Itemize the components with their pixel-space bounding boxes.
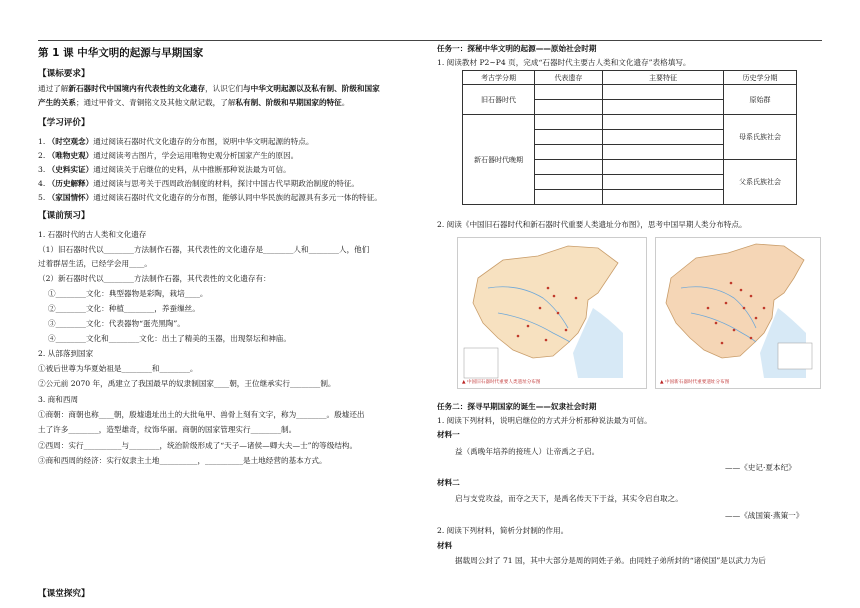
table-row — [463, 115, 797, 130]
table-cell — [602, 175, 723, 190]
table-row — [463, 85, 797, 100]
paleolithic-map — [457, 237, 647, 389]
china-map-graphic — [656, 238, 820, 388]
evaluation-item: 1. （时空观念）通过阅读石器时代文化遗存的分布图，说明中华文明起源的特点。 — [38, 137, 314, 146]
table-cell — [602, 100, 723, 115]
map2-caption: ▲ 中国新石器时代重要遗址分布图 — [660, 380, 730, 385]
standards-heading: 【课标要求】 — [38, 69, 90, 79]
evaluation-item: 2. （唯物史观）通过阅读考古图片，学会运用唯物史观分析国家产生的原因。 — [38, 151, 299, 160]
table-header-row — [463, 71, 797, 85]
table-header: 考古学分期 — [463, 71, 535, 85]
relics-table — [462, 70, 797, 205]
neolithic-map — [655, 237, 821, 389]
table-cell — [534, 130, 602, 145]
preview-line: 土了许多________，造型雄奇，纹饰华丽。商朝的国家管理实行________制。 — [38, 425, 297, 434]
material-1-text: 益（禹晚年培养的接班人）让帝禹之子启。 — [455, 447, 600, 456]
preview-line: 3. 商和西周 — [38, 395, 79, 404]
task2-title: 任务二：探寻早期国家的诞生——奴隶社会时期 — [437, 402, 597, 411]
map1-caption: ▲ 中国旧石器时代重要人类遗址分布图 — [462, 380, 541, 385]
lesson-title: 第 1 课 中华文明的起源与早期国家 — [38, 47, 204, 59]
task2-question-1: 1. 阅读下列材料，说明启继位的方式并分析那种说法最为可信。 — [437, 416, 652, 425]
table-header: 代表遗存 — [534, 71, 602, 85]
table-cell-hist: 父系氏族社会 — [724, 160, 797, 205]
preview-line: （2）新石器时代以________方法制作石器，其代表性的文化遗存有： — [38, 274, 271, 283]
preview-line: ①________文化：典型器物是彩陶，栽培____。 — [48, 289, 208, 298]
task2-question-2: 2. 阅读下列材料，简析分封制的作用。 — [437, 526, 569, 535]
table-cell-hist: 原始群 — [724, 85, 797, 115]
preview-line: ②公元前 2070 年，禹建立了我国最早的奴隶制国家____朝，王位继承实行________制。 — [38, 379, 336, 388]
table-header: 历史学分期 — [724, 71, 797, 85]
task1-title: 任务一：探秘中华文明的起源——原始社会时期 — [437, 44, 597, 53]
preview-line: ④________文化和________文化：出土了精美的玉器，出现祭坛和神庙。 — [48, 334, 291, 343]
standards-line-2: 产生的关系；通过甲骨文、青铜铭文及其他文献记载，了解私有制、阶级和早期国家的特征。 — [38, 98, 350, 107]
table-cell — [602, 145, 723, 160]
preview-line: （1）旧石器时代以________方法制作石器，其代表性的文化遗存是________人和________人，他们 — [38, 245, 370, 254]
table-cell-period: 旧石器时代 — [463, 85, 535, 115]
table-header: 主要特征 — [602, 71, 723, 85]
table-cell — [534, 145, 602, 160]
preview-line: ①商朝：商朝也称____朝，殷墟遗址出土的大批龟甲、兽骨上刻有文字，称为________。殷墟还出 — [38, 410, 365, 419]
material-1-label: 材料一 — [437, 430, 460, 439]
material-2-text: 启与支党攻益，而夺之天下，是禹名传天下于益，其实令启自取之。 — [455, 494, 683, 503]
table-cell — [534, 100, 602, 115]
table-cell — [602, 160, 723, 175]
evaluation-item: 5. （家国情怀）通过阅读石器时代文化遗存的分布图，能够认同中华民族的起源具有多元一体的特征。 — [38, 193, 382, 202]
table-cell-period: 新石器时代晚期 — [463, 115, 535, 205]
china-map-graphic — [458, 238, 646, 388]
material-2-label: 材料二 — [437, 478, 460, 487]
table-cell — [602, 115, 723, 130]
table-cell — [534, 160, 602, 175]
table-cell — [602, 85, 723, 100]
preview-line: ③________文化：代表器物“蛋壳黑陶”。 — [48, 319, 185, 328]
material-3-label: 材料 — [437, 541, 453, 550]
table-cell — [534, 190, 602, 205]
preview-line: 2. 从部落到国家 — [38, 349, 94, 358]
material-1-source: ——《史记·夏本纪》 — [725, 463, 796, 472]
standards-line-1: 通过了解新石器时代中国境内有代表性的文化遗存，认识它们与中华文明起源以及私有制、阶级和国家 — [38, 84, 380, 93]
material-3-text: 据载周公封了 71 国，其中大部分是周的同姓子弟。由同姓子弟所封的“诸侯国”是以武力为后 — [455, 556, 766, 565]
evaluation-item: 3. （史料实证）通过阅读关于启继位的史料，从中推断那种说法最为可信。 — [38, 165, 291, 174]
task1-question-1: 1. 阅读教材 P2~P4 页，完成“石器时代主要古人类和文化遗存”表格填写。 — [437, 58, 691, 67]
classroom-heading: 【课堂探究】 — [38, 589, 90, 599]
table-cell-hist: 母系氏族社会 — [724, 115, 797, 160]
evaluation-heading: 【学习评价】 — [38, 118, 90, 128]
material-2-source: ——《战国策·燕策一》 — [725, 511, 804, 520]
table-cell — [534, 175, 602, 190]
header-rule — [38, 40, 822, 41]
preview-heading: 【课前预习】 — [38, 211, 90, 221]
table-cell — [602, 130, 723, 145]
table-cell — [534, 115, 602, 130]
preview-line: ②西周：实行__________与________，统治阶级形成了“天子—诸侯—卿大夫—士”的等级结构。 — [38, 441, 358, 450]
preview-line: ①被后世尊为华夏始祖是________和________。 — [38, 364, 198, 373]
preview-line: ③商和西周的经济：实行奴隶主土地__________，__________是土地经营的基本方式。 — [38, 456, 327, 465]
table-cell — [602, 190, 723, 205]
evaluation-item: 4. （历史解释）通过阅读与思考关于西周政治制度的材料，探讨中国古代早期政治制度的特征。 — [38, 179, 360, 188]
table-cell — [534, 85, 602, 100]
preview-line: 1. 石器时代的古人类和文化遗存 — [38, 230, 147, 239]
preview-line: 过着群居生活，已经学会用____。 — [38, 259, 152, 268]
task1-question-2: 2. 阅读《中国旧石器时代和新石器时代重要人类遗址分布图》，思考中国早期人类分布特点。 — [437, 220, 747, 229]
preview-line: ②________文化：种植________，养蚕缫丝。 — [48, 304, 200, 313]
